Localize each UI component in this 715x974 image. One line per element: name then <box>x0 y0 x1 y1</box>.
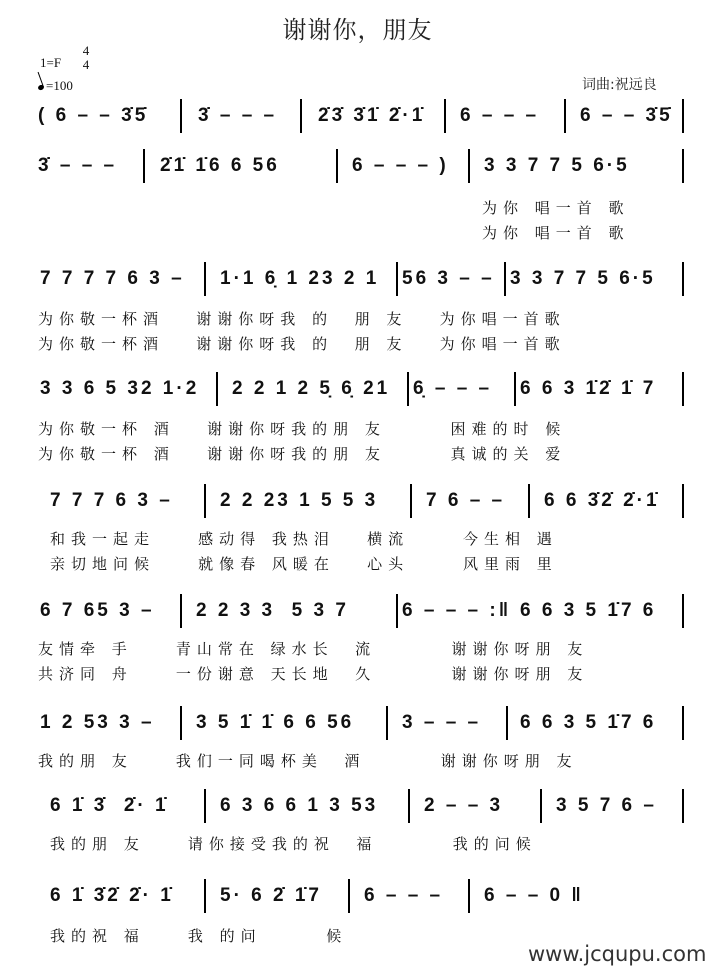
lyric-verse-1: 我的朋 友 请你接受我的祝 福 我的问候 <box>50 835 537 853</box>
barline <box>528 484 530 518</box>
measure: 3 3 7 7 5 6·5 <box>484 155 630 176</box>
barline <box>504 262 506 296</box>
time-signature-bottom: 4 <box>82 57 90 72</box>
measure: 6̣ – – – <box>413 378 493 399</box>
barline <box>682 789 684 823</box>
measure: 2̇3̇ 3̇1̇ 2̇·1̇ <box>318 105 426 126</box>
time-signature-top: 4 <box>82 43 90 58</box>
barline <box>300 99 302 133</box>
credits: 词曲:祝远良 <box>582 77 657 93</box>
barline <box>180 706 182 740</box>
barline <box>682 484 684 518</box>
barline <box>216 372 218 406</box>
measure: 2 2 23 1 5 5 3 <box>220 490 379 511</box>
lyric-verse-1: 为你敬一杯 酒 谢谢你呀我的朋 友 困难的时 候 <box>38 420 567 438</box>
barline <box>444 99 446 133</box>
lyric-verse-2: 为你敬一杯 酒 谢谢你呀我的朋 友 真诚的关 爱 <box>38 445 567 463</box>
barline <box>682 372 684 406</box>
barline <box>204 789 206 823</box>
measure: 2̇1̇ 1̇6 6 56 <box>160 155 280 176</box>
measure: 7 7 7 7 6 3 – <box>40 268 185 289</box>
measure: ( 6 – – 3̇5̇ <box>38 105 149 126</box>
measure: 5· 6 2̇ 1̇7 <box>220 885 322 906</box>
quarter-note-icon <box>37 84 44 91</box>
measure: 6 – – 3̇5̇ <box>580 105 673 126</box>
measure: 7 6 – – <box>426 490 506 511</box>
measure: 6 6 3̇2̇ 2̇·1̇ <box>544 490 660 511</box>
barline <box>564 99 566 133</box>
barline <box>682 594 684 628</box>
lyric-verse-2: 亲切地问候 就像春 风暖在 心头 风里雨 里 <box>50 555 558 573</box>
barline <box>682 99 684 133</box>
measure: 6 6 3 5 1̇7 6 <box>520 712 657 733</box>
barline <box>396 262 398 296</box>
measure: 1·1 6̣ 1 23 2 1 <box>220 268 380 289</box>
measure: 6 1̇ 3̇ 2̇· 1̇ <box>50 795 169 816</box>
measure: 2 – – 3 <box>424 795 504 816</box>
lyric-verse-1: 和我一起走 感动得 我热泪 横流 今生相 遇 <box>50 530 558 548</box>
barline <box>410 484 412 518</box>
lyric-verse-1: 为你敬一杯酒 谢谢你呀我 的 朋 友 为你唱一首歌 <box>38 310 566 328</box>
barline <box>514 372 516 406</box>
measure: 6 1̇ 3̇2̇ 2̇· 1̇ <box>50 885 174 906</box>
measure: 6 – – 0 ‖ <box>484 885 584 906</box>
barline <box>682 149 684 183</box>
barline <box>204 484 206 518</box>
lyric-verse-2: 为你 唱一首 歌 <box>482 224 630 242</box>
lyric-verse-1: 友情牵 手 青山常在 绿水长 流 谢谢你呀朋 友 <box>38 640 589 658</box>
measure: 6 – – – ) <box>352 155 449 176</box>
measure: 6 – – – <box>364 885 444 906</box>
tempo-value: =100 <box>46 78 73 93</box>
measure: 2 2 3 3 5 3 7 <box>196 600 349 621</box>
lyric-verse-1: 为你 唱一首 歌 <box>482 199 630 217</box>
barline <box>204 262 206 296</box>
barline <box>348 879 350 913</box>
barline <box>386 706 388 740</box>
watermark: www.jcqupu.com <box>528 942 707 966</box>
measure: 3̇ – – – <box>38 155 118 176</box>
measure: 1 2 53 3 – <box>40 712 155 733</box>
barline <box>506 706 508 740</box>
tempo-marking <box>38 78 73 94</box>
measure: 6 3 6 6 1 3 53 <box>220 795 379 816</box>
measure: 6 6 3 1̇2̇ 1̇ 7 <box>520 378 657 399</box>
measure: 56 3 – – <box>402 268 495 289</box>
barline <box>408 789 410 823</box>
measure: 2 2 1 2 5̣ 6̣ 21 <box>232 378 391 399</box>
barline <box>180 99 182 133</box>
measure: 3̇ – – – <box>198 105 278 126</box>
measure: 3 5 7 6 – <box>556 795 657 816</box>
barline <box>682 706 684 740</box>
key-signature: 1=F <box>40 55 62 70</box>
measure: 6 – – – <box>460 105 540 126</box>
measure: 3 3 6 5 32 1·2 <box>40 378 200 399</box>
measure: 6 6 3 5 1̇7 6 <box>520 600 657 621</box>
measure: 7 7 7 6 3 – <box>50 490 173 511</box>
measure: 6 – – – :‖ <box>402 600 512 621</box>
barline <box>396 594 398 628</box>
barline <box>336 149 338 183</box>
measure: 3 5 1̇ 1̇ 6 6 56 <box>196 712 355 733</box>
lyric-verse-1: 我的祝 福 我 的问 候 <box>50 927 348 945</box>
barline <box>540 789 542 823</box>
measure: 3 – – – <box>402 712 482 733</box>
barline <box>407 372 409 406</box>
barline <box>180 594 182 628</box>
barline <box>682 262 684 296</box>
time-signature <box>80 44 92 72</box>
barline <box>143 149 145 183</box>
measure: 6 7 65 3 – <box>40 600 155 621</box>
barline <box>468 879 470 913</box>
barline <box>468 149 470 183</box>
lyric-verse-1: 我的朋 友 我们一同喝杯美 酒 谢谢你呀朋 友 <box>38 752 578 770</box>
barline <box>204 879 206 913</box>
lyric-verse-2: 共济同 舟 一份谢意 天长地 久 谢谢你呀朋 友 <box>38 665 589 683</box>
lyric-verse-2: 为你敬一杯酒 谢谢你呀我 的 朋 友 为你唱一首歌 <box>38 335 566 353</box>
measure: 3 3 7 7 5 6·5 <box>510 268 656 289</box>
song-title: 谢谢你，朋友 <box>282 16 433 44</box>
